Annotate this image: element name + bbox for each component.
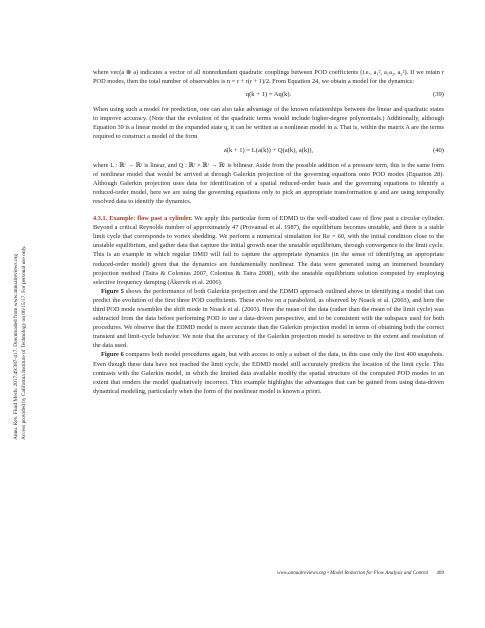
paragraph-cylinder-example [93,214,444,287]
cylinder-example-text: We apply this particular form of EDMD to the well-studied case of flow past a circular cylinder. Beyond a critical Reynolds number of approximately 47 (Provansal et al. 1987), the equilibrium becomes unstable, and there is a stable limit cycle that corresponds to vortex shedding. We perform a numerical simulation for Re = 60, with the initial condition close to the unstable equilibrium, and gather data that capture the initial growth near the unstable equilibrium, through convergence to the limit cycle. This is an example in which regular DMD will fail to capture the appropriate dynamics (in the sense of identifying an appropriate reduced-order model) given that the dynamics are fundamentally nonlinear. The data were generated using an immersed boundary projection method (Taira & Colonius 2007, Colonius & Taira 2008), with the unstable equilibrium solution computed by employing selective frequency damping (Åkervik et al. 2006). [93,215,444,286]
sidebar-download-line: Annu. Rev. Fluid Mech. 2017.49:387-417. Downloaded from www.annualreviews.org [13,253,19,440]
figure-6-text: compares both model procedures again, but with access to only a subset of the data, in this case only the first 400 snapshots. Even though these data have not reached the limit cycle, the EDMD model still accurately predicts the location of the limit cycle. This contrasts with the Galerkin model, in which the limited data available modify the spatial structure of the computed POD modes to an extent that renders the model qualitatively incorrect. This example highlights the advantages that can be gained from using data-driven dynamical modeling, particularly when the form of the nonlinear model is known a priori. [93,351,444,395]
equation-40-number: (40) [433,146,444,154]
paragraph-figure-5 [93,287,444,351]
equation-39-expression: q(k + 1) = Aq(k). [245,91,292,99]
paragraph-prediction: When using such a model for prediction, one can also take advantage of the known relationships between the linear and quadratic states to improve accuracy. (Note that the evolution of the quadratic terms would include higher-degree polynomials.) Additionally, although Equation 39 is a linear model in the expanded state q, it can be written as a nonlinear model in a. That is, within the matrix A are the terms required to construct a model of the form [93,106,444,141]
footer-journal-text: www.annualreviews.org • Model Reduction for Flow Analysis and Control [277,570,429,576]
equation-39 [93,90,444,102]
paragraph-observables: where vec(a ⊗ a) indicates a vector of all nonredundant quadratic couplings between POD coefficients (i.e., a₁², a₁a₂, a₂²). If we retain r POD modes, then the total number of observables is n = r + r(r + 1)/2. From Equation 24, we obtain a model for the dynamics: [93,69,444,86]
equation-39-number: (39) [433,91,444,99]
section-heading: 4.3.1. Example: flow past a cylinder. [93,215,193,223]
figure-5-reference: Figure 5 [101,287,124,295]
equation-40 [93,146,444,158]
equation-40-expression: a(k + 1) = L(a(k)) + Q(a(k), a(k)), [223,146,314,154]
paragraph-bilinear: where L : ℝʳ → ℝʳ is linear, and Q : ℝʳ × ℝʳ → ℝʳ is bilinear. Aside from the possible addition of a pressure term, this is the same form of nonlinear model that would be arrived at through Galerkin projection of the governing equations onto POD modes (Equation 28). Although Galerkin projection uses data for identification of a spatial reduced-order basis and the governing equations to identify a reduced-order model, here we are using the governing equations only to pick an appropriate transformation ψ and are using temporally resolved data to identify the dynamics. [93,161,444,205]
paragraph-figure-6 [93,350,444,395]
page-footer [93,570,444,576]
figure-5-text: shows the performance of both Galerkin projection and the EDMD approach outlined above in identifying a model that can predict the evolution of the first three POD coefficients. These evolve on a paraboloid, as observed by Noack et al. (2003), and here the third POD mode resembles the shift mode in Noack et al. (2003). Here the mean of the data (rather than the mean of the limit cycle) was subtracted from the data before performing POD to use a data-driven perspective, and to be consistent with the subspace used for both procedures. We observe that the EDMD model is more accurate than the Galerkin projection model in terms of obtaining both the correct transient and limit-cycle behavior. We note that the accuracy of the Galerkin projection model is sensitive to the extent and resolution of the data used. [93,287,444,350]
sidebar-access-line: Access provided by California Institute of Technology on 06/15/17. For personal use only. [21,245,27,440]
main-text-column [93,68,444,396]
page-number: 409 [436,570,444,576]
download-notice-sidebar [11,190,35,440]
figure-6-reference: Figure 6 [101,351,124,359]
